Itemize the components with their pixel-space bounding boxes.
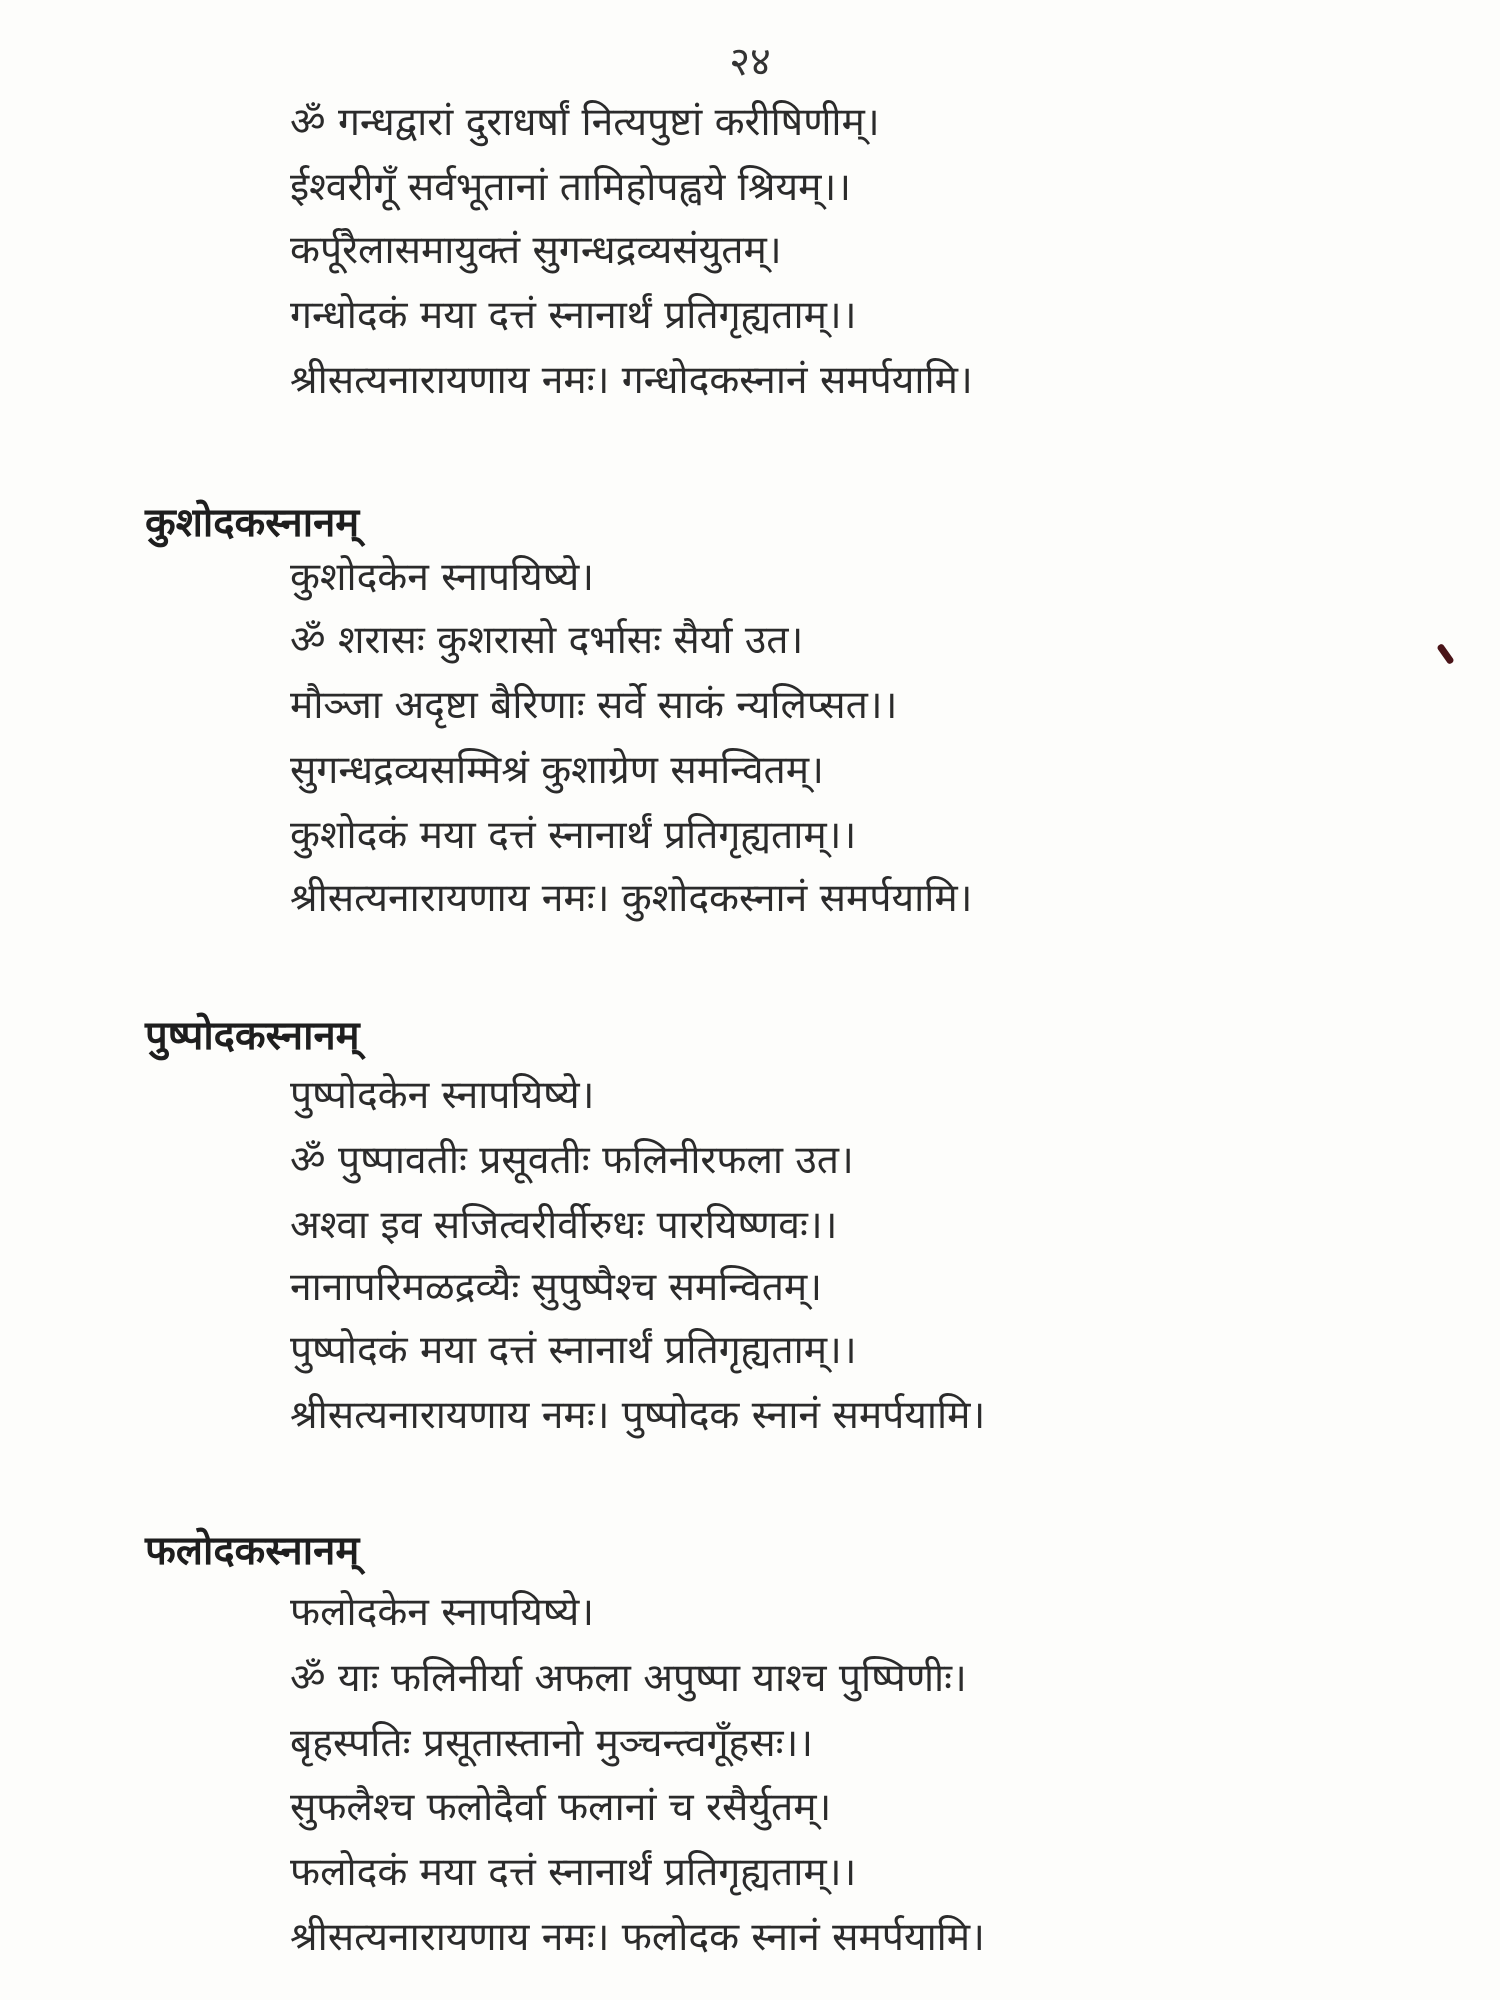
verse-line: मौञ्जा अदृष्टा बैरिणाः सर्वे साकं न्यलिप्सत।। — [290, 683, 898, 728]
verse-line: श्रीसत्यनारायणाय नमः। पुष्पोदक स्नानं समर्पयामि। — [290, 1393, 986, 1438]
verse-line: गन्धोदकं मया दत्तं स्नानार्थं प्रतिगृह्यताम्।। — [290, 293, 857, 338]
verse-line: कुशोदकं मया दत्तं स्नानार्थं प्रतिगृह्यताम्।। — [290, 813, 857, 858]
section-heading: कुशोदकस्नानम् — [145, 500, 360, 546]
ink-mark — [1436, 643, 1454, 665]
verse-line: पुष्पोदकं मया दत्तं स्नानार्थं प्रतिगृह्यताम्।। — [290, 1328, 857, 1373]
verse-line: कुशोदकेन स्नापयिष्ये। — [290, 555, 595, 600]
section-heading: पुष्पोदकस्नानम् — [145, 1013, 360, 1059]
verse-line: फलोदकं मया दत्तं स्नानार्थं प्रतिगृह्यताम्।। — [290, 1850, 857, 1895]
verse-line: श्रीसत्यनारायणाय नमः। कुशोदकस्नानं समर्पयामि। — [290, 876, 973, 921]
verse-line: ॐ शरासः कुशरासो दर्भासः सैर्या उत। — [290, 618, 804, 663]
verse-line: नानापरिमळद्रव्यैः सुपुष्पैश्च समन्वितम्। — [290, 1265, 823, 1310]
verse-line: फलोदकेन स्नापयिष्ये। — [290, 1590, 595, 1635]
verse-line: ईश्वरीगूँ सर्वभूतानां तामिहोपह्वये श्रियम्।। — [290, 165, 852, 210]
verse-line: ॐ गन्धद्वारां दुराधर्षां नित्यपुष्टां करीषिणीम्। — [290, 100, 880, 145]
page-number: २४ — [729, 39, 771, 85]
verse-line: पुष्पोदकेन स्नापयिष्ये। — [290, 1073, 595, 1118]
verse-line: कर्पूरैलासमायुक्तं सुगन्धद्रव्यसंयुतम्। — [290, 228, 782, 273]
verse-line: श्रीसत्यनारायणाय नमः। फलोदक स्नानं समर्पयामि। — [290, 1915, 985, 1960]
verse-line: अश्वा इव सजित्वरीर्वीरुधः पारयिष्णवः।। — [290, 1203, 838, 1248]
verse-line: ॐ याः फलिनीर्या अफला अपुष्पा याश्च पुष्पिणीः। — [290, 1656, 967, 1701]
verse-line: सुगन्धद्रव्यसम्मिश्रं कुशाग्रेण समन्वितम्। — [290, 748, 824, 793]
verse-line: बृहस्पतिः प्रसूतास्तानो मुञ्चन्त्वगूँहसः।। — [290, 1721, 814, 1766]
verse-line: ॐ पुष्पावतीः प्रसूवतीः फलिनीरफला उत। — [290, 1138, 854, 1183]
section-heading: फलोदकस्नानम् — [145, 1528, 360, 1574]
verse-line: सुफलैश्च फलोदैर्वा फलानां च रसैर्युतम्। — [290, 1785, 832, 1830]
verse-line: श्रीसत्यनारायणाय नमः। गन्धोदकस्नानं समर्पयामि। — [290, 358, 973, 403]
